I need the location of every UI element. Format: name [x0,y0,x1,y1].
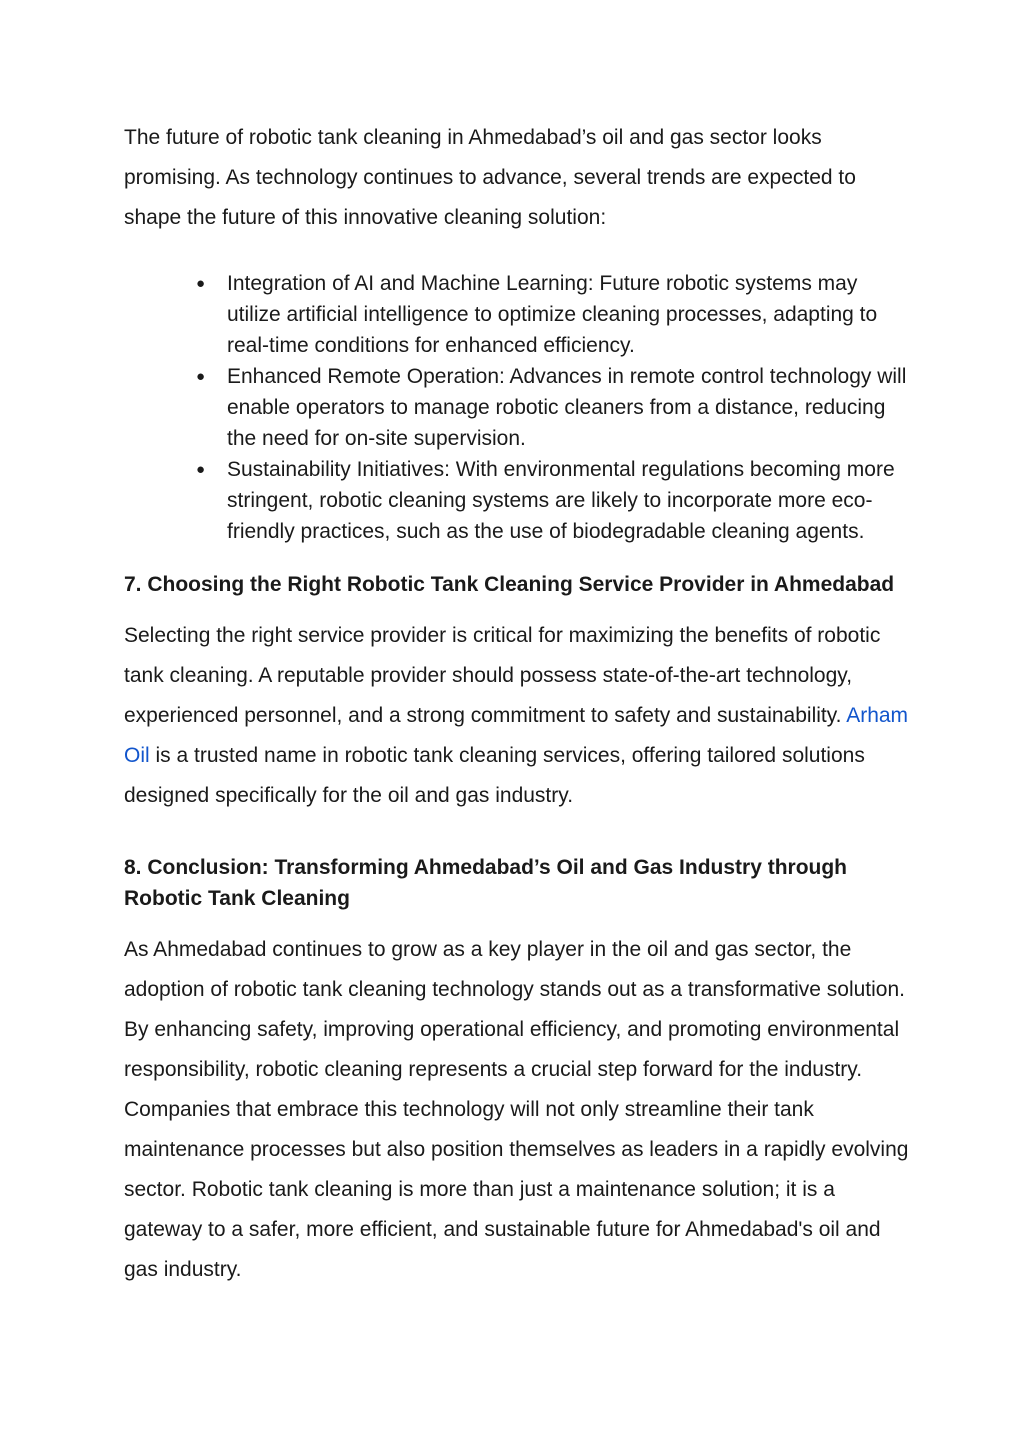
bullet-icon: ● [196,275,206,292]
future-trends-list [124,268,914,547]
list-item-text: Integration of AI and Machine Learning: Future robotic systems may utilize artificial intelligence to optimize cleaning processes, adapting to real-time conditions for enhanced efficiency. [227,272,878,357]
list-item-text: Enhanced Remote Operation: Advances in remote control technology will enable operators to manage robotic cleaners from a distance, reducing the need for on-site supervision. [227,365,907,450]
section-7-text-after-link: is a trusted name in robotic tank cleaning services, offering tailored solutions designed specifically for the oil and gas industry. [124,744,865,807]
bullet-icon: ● [196,368,206,385]
bullet-icon: ● [196,461,206,478]
list-item-text: Sustainability Initiatives: With environmental regulations becoming more stringent, robotic cleaning systems are likely to incorporate more eco-friendly practices, such as the use of biodegradable cleaning agents. [227,458,895,543]
list-item [196,268,914,361]
section-7-heading: 7. Choosing the Right Robotic Tank Cleaning Service Provider in Ahmedabad [124,573,895,596]
list-item [196,454,914,547]
intro-paragraph: The future of robotic tank cleaning in Ahmedabad’s oil and gas sector looks promising. As technology continues to advance, several trends are expected to shape the future of this innovative cleaning solution: [124,126,856,229]
section-8-paragraph: As Ahmedabad continues to grow as a key player in the oil and gas sector, the adoption of robotic tank cleaning technology stands out as a transformative solution. By enhancing safety, improving operational efficiency, and promoting environmental responsibility, robotic cleaning represents a crucial step forward for the industry. Companies that embrace this technology will not only streamline their tank maintenance processes but also position themselves as leaders in a rapidly evolving sector. Robotic tank cleaning is more than just a maintenance solution; it is a gateway to a safer, more efficient, and sustainable future for Ahmedabad's oil and gas industry. [124,938,909,1281]
document-page [124,118,914,1290]
section-7-paragraph [124,616,914,816]
section-7-text-before-link: Selecting the right service provider is critical for maximizing the benefits of robotic tank cleaning. A reputable provider should possess state-of-the-art technology, experienced personnel, and a strong commitment to safety and sustainability. [124,624,881,727]
arham-oil-link[interactable]: Arham Oil [124,704,909,767]
section-8-heading: 8. Conclusion: Transforming Ahmedabad’s Oil and Gas Industry through Robotic Tank Cleaning [124,856,848,910]
list-item [196,361,914,454]
